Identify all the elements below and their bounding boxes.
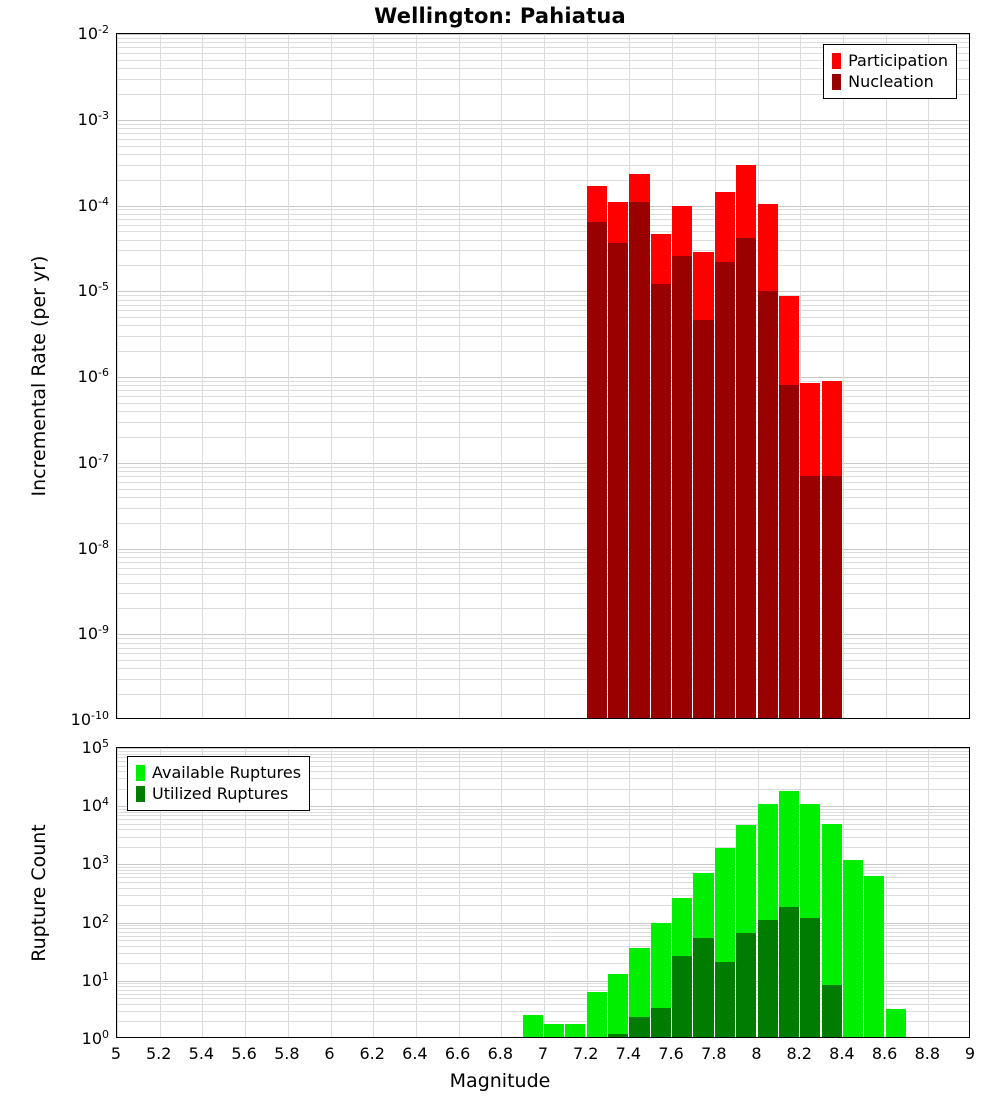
- y-tick-label: $10^3$: [81, 853, 109, 874]
- y-tick-label: $10^{-6}$: [77, 365, 109, 387]
- x-tick-label: 5.4: [188, 1044, 215, 1063]
- x-tick-label: 5.2: [145, 1044, 172, 1063]
- legend-label: Nucleation: [848, 72, 934, 92]
- bar-available-ruptures: [864, 876, 884, 1038]
- y-tick-label: $10^{-3}$: [77, 108, 109, 129]
- x-tick-label: 6.2: [359, 1044, 385, 1063]
- bar-available-ruptures: [843, 860, 863, 1038]
- bar-utilized-ruptures: [736, 933, 756, 1038]
- y-tick-label: $10^1$: [81, 969, 109, 990]
- bar-nucleation: [672, 256, 692, 719]
- y-tick-label: $10^{-2}$: [77, 22, 109, 44]
- rupture-count-plot: [116, 747, 970, 1038]
- bar-utilized-ruptures: [843, 1037, 863, 1038]
- bar-utilized-ruptures: [693, 938, 713, 1038]
- x-tick-label: 6.8: [487, 1044, 514, 1063]
- x-tick-label: 5.6: [231, 1044, 257, 1063]
- bars-top: [117, 34, 969, 718]
- x-tick-label: 7.8: [701, 1044, 727, 1063]
- y-tick-label: $10^4$: [81, 795, 109, 816]
- bar-nucleation: [800, 476, 820, 719]
- bar-nucleation: [629, 202, 649, 719]
- legend-item: [832, 50, 948, 71]
- legend-swatch-icon: [136, 765, 145, 781]
- x-tick-label: 8.2: [786, 1044, 812, 1063]
- bar-nucleation: [693, 320, 713, 719]
- legend-swatch-icon: [832, 74, 841, 90]
- bar-available-ruptures: [565, 1024, 585, 1038]
- y-tick-label: $10^0$: [81, 1027, 109, 1049]
- y-tick-label: $10^{-7}$: [77, 451, 109, 472]
- x-tick-label: 8.4: [829, 1044, 855, 1063]
- bar-utilized-ruptures: [651, 1008, 671, 1038]
- legend-swatch-icon: [832, 53, 841, 69]
- legend-label: Utilized Ruptures: [152, 784, 289, 804]
- bar-available-ruptures: [544, 1024, 564, 1038]
- x-tick-label: 5.8: [274, 1044, 300, 1063]
- bar-nucleation: [779, 385, 799, 719]
- x-tick-label: 7.6: [658, 1044, 684, 1063]
- bar-nucleation: [715, 262, 735, 719]
- x-tick-label: 7.2: [572, 1044, 599, 1063]
- bar-nucleation: [608, 243, 628, 719]
- y-tick-label: $10^2$: [81, 911, 109, 932]
- legend-item: [832, 71, 948, 92]
- y-tick-label: $10^{-8}$: [77, 537, 109, 558]
- x-tick-label: 6.6: [444, 1044, 471, 1063]
- page-title: Wellington: Pahiatua: [374, 4, 626, 28]
- legend-item: [136, 783, 301, 804]
- x-tick-label: 7: [537, 1044, 549, 1063]
- x-axis-label: Magnitude: [449, 1070, 551, 1092]
- x-tick-label: 6: [324, 1044, 335, 1063]
- x-tick-label: 8.6: [871, 1044, 898, 1063]
- bar-nucleation: [758, 291, 778, 719]
- x-tick-label: 9: [964, 1044, 976, 1063]
- bar-available-ruptures: [523, 1015, 543, 1038]
- bar-nucleation: [822, 476, 842, 719]
- bar-available-ruptures: [587, 992, 607, 1038]
- legend-bottom: [127, 756, 310, 811]
- bar-available-ruptures: [608, 974, 628, 1038]
- legend-label: Participation: [848, 51, 948, 70]
- bar-utilized-ruptures: [822, 985, 842, 1038]
- bar-utilized-ruptures: [779, 907, 799, 1038]
- x-tick-label: 8.8: [914, 1044, 941, 1063]
- bar-utilized-ruptures: [608, 1034, 628, 1038]
- bar-nucleation: [736, 238, 756, 719]
- legend-swatch-icon: [136, 786, 145, 802]
- y-axis-label-bottom: Rupture Count: [28, 823, 50, 962]
- y-axis-label-top: Incremental Rate (per yr): [28, 255, 50, 497]
- x-tick-label: 6.4: [402, 1044, 428, 1063]
- x-tick-label: 7.4: [615, 1044, 642, 1063]
- y-tick-label: $10^{-9}$: [77, 623, 109, 644]
- bar-utilized-ruptures: [629, 1017, 649, 1038]
- bar-utilized-ruptures: [800, 918, 820, 1038]
- y-tick-label: $10^5$: [81, 736, 109, 758]
- bar-available-ruptures: [886, 1009, 906, 1038]
- bar-utilized-ruptures: [715, 962, 735, 1038]
- legend-item: [136, 762, 301, 783]
- bar-utilized-ruptures: [672, 956, 692, 1038]
- y-tick-label: $10^{-4}$: [77, 194, 109, 215]
- bar-nucleation: [651, 284, 671, 719]
- legend-top: [823, 44, 957, 99]
- bar-utilized-ruptures: [758, 920, 778, 1038]
- legend-label: Available Ruptures: [152, 763, 302, 782]
- incremental-rate-plot: [116, 33, 970, 719]
- y-tick-label: $10^{-10}$: [70, 708, 109, 730]
- y-tick-label: $10^{-5}$: [77, 280, 109, 301]
- bar-nucleation: [587, 222, 607, 719]
- x-tick-label: 8: [751, 1044, 762, 1063]
- x-tick-label: 5: [110, 1044, 122, 1063]
